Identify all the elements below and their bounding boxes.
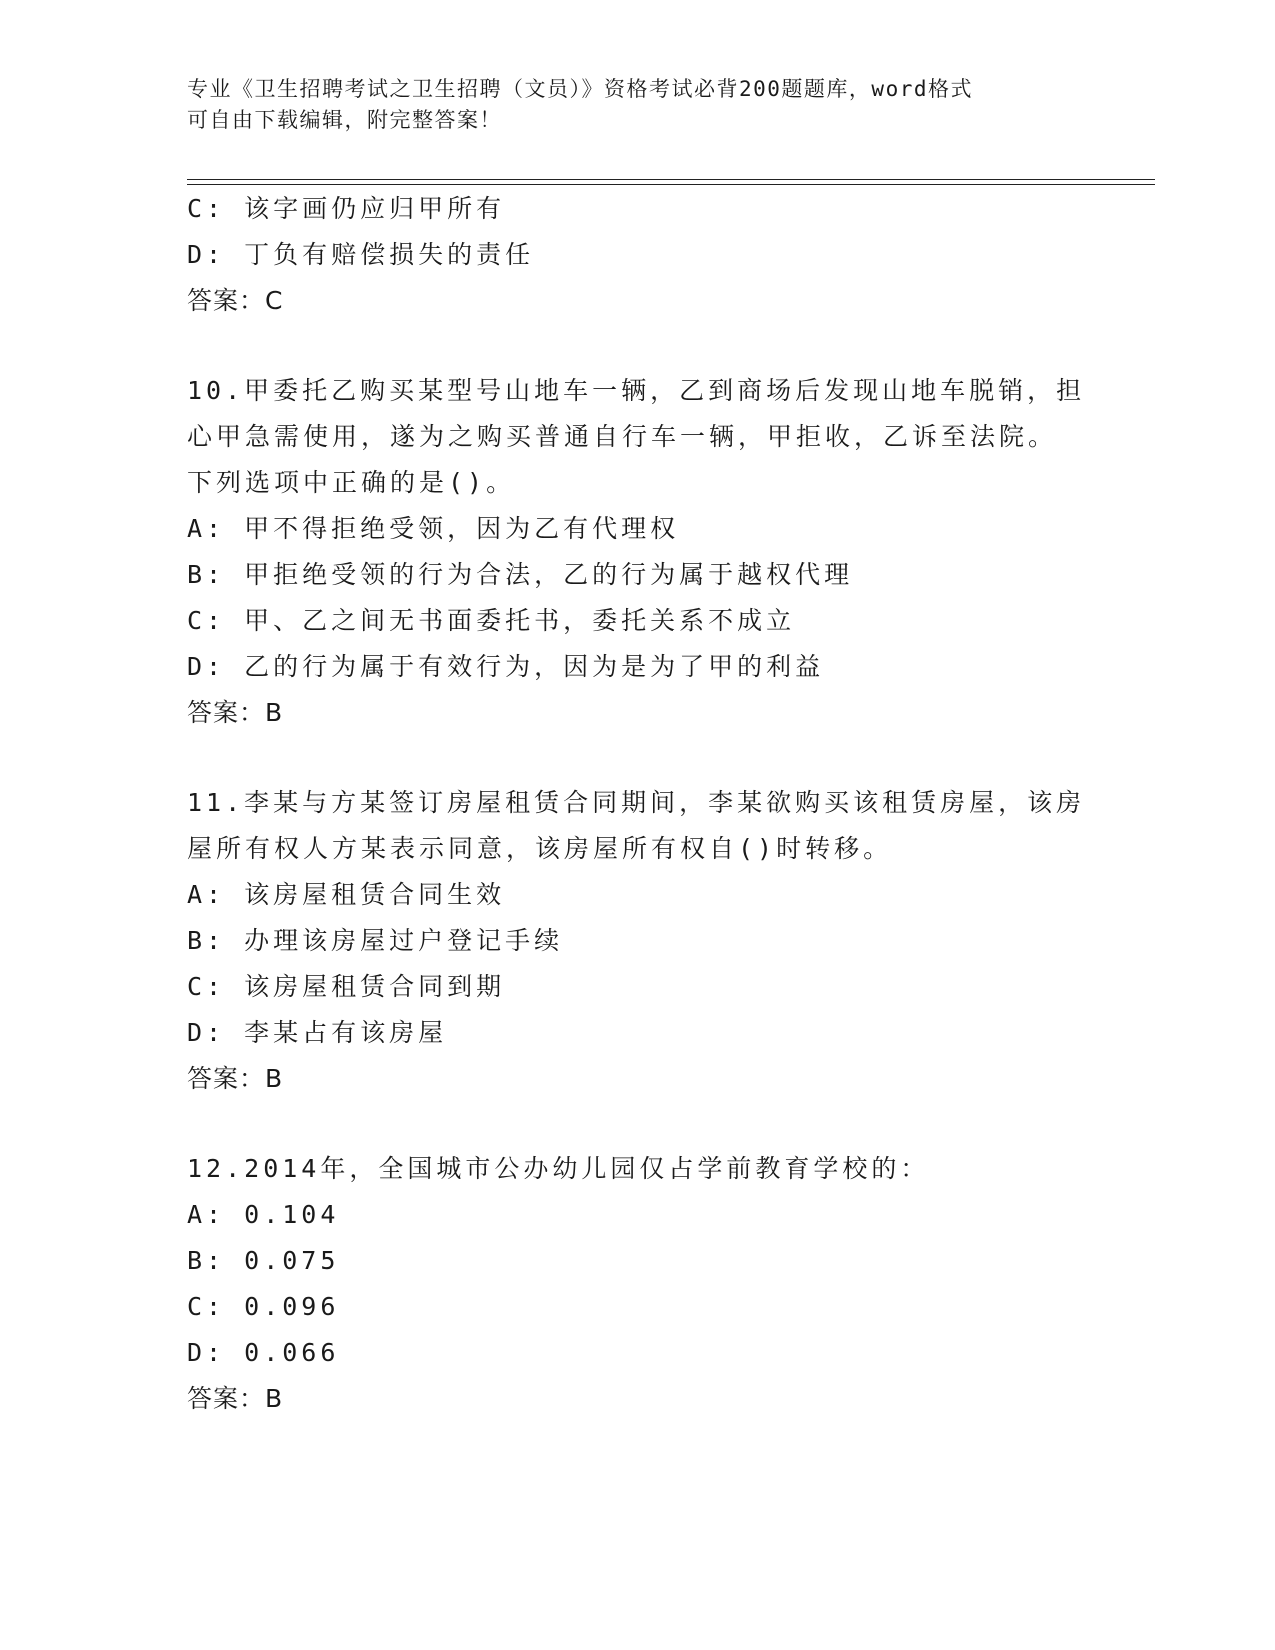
header-divider-bottom	[187, 184, 1155, 185]
question-text: 屋所有权人方某表示同意，该房屋所有权自()时转移。	[187, 834, 893, 863]
answer: 答案：B	[187, 698, 284, 727]
option-c: C: 甲、乙之间无书面委托书，委托关系不成立	[187, 606, 796, 635]
header-divider-top	[187, 179, 1155, 180]
answer: 答案：B	[187, 1064, 284, 1093]
question-text: 11.李某与方某签订房屋租赁合同期间，李某欲购买该租赁房屋，该房	[187, 788, 1086, 817]
answer: 答案：C	[187, 286, 284, 315]
option-c: C: 该字画仍应归甲所有	[187, 194, 506, 223]
question-text: 心甲急需使用，遂为之购买普通自行车一辆，甲拒收，乙诉至法院。	[187, 422, 1058, 451]
answer: 答案：B	[187, 1384, 284, 1413]
question-10	[187, 368, 1087, 736]
option-a: A: 0.104	[187, 1200, 340, 1229]
question-11	[187, 780, 1087, 1102]
option-c: C: 该房屋租赁合同到期	[187, 972, 506, 1001]
option-d: D: 乙的行为属于有效行为，因为是为了甲的利益	[187, 652, 825, 681]
option-d: D: 0.066	[187, 1338, 340, 1367]
option-c: C: 0.096	[187, 1292, 340, 1321]
question-text: 下列选项中正确的是()。	[187, 468, 516, 497]
option-d: D: 丁负有赔偿损失的责任	[187, 240, 535, 269]
document-header	[187, 74, 1087, 136]
option-a: A: 甲不得拒绝受领，因为乙有代理权	[187, 514, 680, 543]
option-b: B: 甲拒绝受领的行为合法，乙的行为属于越权代理	[187, 560, 854, 589]
option-b: B: 办理该房屋过户登记手续	[187, 926, 564, 955]
question-text: 12.2014年，全国城市公办幼儿园仅占学前教育学校的：	[187, 1154, 930, 1183]
previous-question-block	[187, 186, 1087, 324]
question-text: 10.甲委托乙购买某型号山地车一辆，乙到商场后发现山地车脱销，担	[187, 376, 1086, 405]
question-12	[187, 1146, 1087, 1422]
option-a: A: 该房屋租赁合同生效	[187, 880, 506, 909]
header-line-1: 专业《卫生招聘考试之卫生招聘（文员）》资格考试必背200题题库，word格式	[187, 77, 973, 101]
question-list	[187, 186, 1087, 1422]
option-b: B: 0.075	[187, 1246, 340, 1275]
header-line-2: 可自由下载编辑，附完整答案！	[187, 108, 502, 132]
option-d: D: 李某占有该房屋	[187, 1018, 448, 1047]
